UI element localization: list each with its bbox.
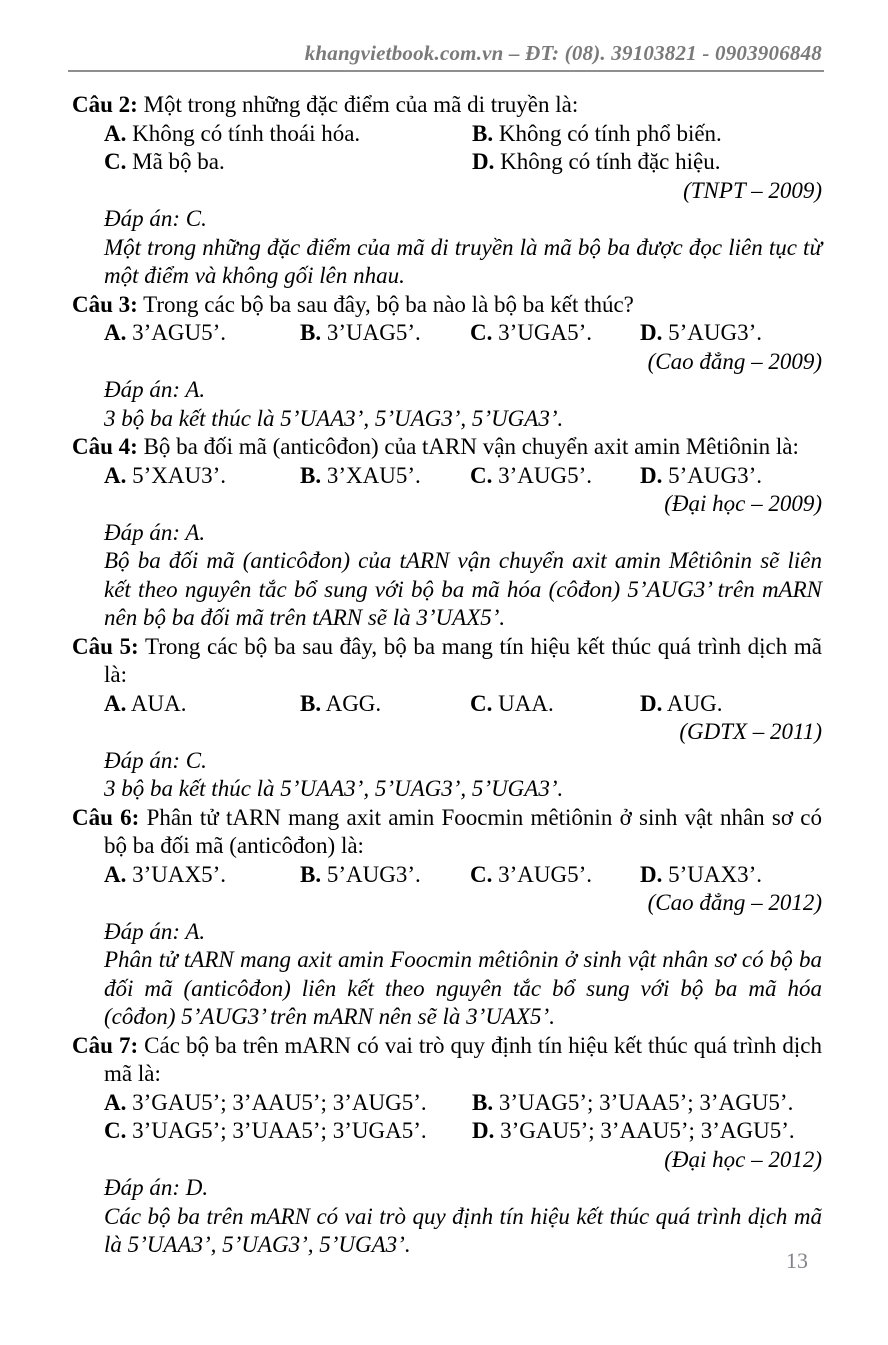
answer-line: Đáp án: A. — [104, 918, 206, 944]
option-text: 3’UAG5’; 3’UAA5’; 3’AGU5’. — [498, 1089, 794, 1115]
options — [104, 319, 822, 348]
option-c — [104, 1117, 472, 1146]
option-a — [104, 120, 472, 149]
explanation: Một trong những đặc điểm của mã di truyền là mã bộ ba được đọc liên tục từ một điểm và không gối lên nhau. — [104, 234, 822, 288]
question-number: Câu 5: — [72, 633, 139, 659]
option-text: 3’AGU5’. — [132, 320, 227, 345]
option-letter: B. — [300, 462, 322, 488]
question-text — [72, 433, 822, 462]
option-c — [104, 148, 472, 177]
option-letter: A. — [104, 690, 127, 716]
question-number: Câu 7: — [72, 1032, 139, 1058]
options — [104, 120, 822, 177]
question-number: Câu 3: — [72, 291, 138, 317]
question-body: Một trong những đặc điểm của mã di truyền là: — [143, 92, 579, 117]
options — [104, 690, 822, 719]
option-a — [104, 690, 300, 719]
option-letter: C. — [470, 690, 493, 716]
options — [104, 1089, 822, 1146]
question-number: Câu 4: — [72, 434, 138, 459]
question-text — [72, 91, 822, 120]
exam-source: (Cao đẳng – 2009) — [647, 348, 822, 374]
option-text: UAA. — [498, 690, 554, 716]
question-text — [72, 291, 822, 320]
option-c — [470, 319, 640, 348]
question-body: Trong các bộ ba sau đây, bộ ba nào là bộ ba kết thúc? — [143, 291, 634, 317]
option-text: Không có tính đặc hiệu. — [500, 149, 721, 174]
option-d — [640, 462, 822, 491]
option-text: 3’GAU5’; 3’AAU5’; 3’AUG5’. — [132, 1089, 427, 1115]
option-letter: D. — [640, 861, 663, 887]
option-letter: D. — [640, 690, 663, 716]
option-letter: B. — [472, 120, 494, 146]
options — [104, 462, 822, 491]
option-a — [104, 319, 300, 348]
option-b — [472, 120, 822, 149]
exam-source: (TNPT – 2009) — [683, 177, 822, 203]
explanation: Các bộ ba trên mARN có vai trò quy định tín hiệu kết thúc quá trình dịch mã là 5’UAA3’, 5’UAG3’, 5’UGA3’. — [104, 1203, 822, 1257]
exam-source: (Đại học – 2012) — [664, 1146, 822, 1172]
option-d — [472, 148, 822, 177]
option-letter: C. — [470, 320, 493, 345]
option-letter: D. — [472, 1118, 495, 1143]
option-text: 5’AUG3’. — [326, 861, 421, 887]
question-body: Phân tử tARN mang axit amin Foocmin mêtiônin ở sinh vật nhân sơ có bộ ba đối mã (anticôđon) là: — [104, 804, 823, 858]
option-letter: C. — [470, 462, 493, 488]
question-body: Bộ ba đối mã (anticôđon) của tARN vận chuyển axit amin Mêtiônin là: — [143, 434, 799, 459]
option-d — [472, 1117, 822, 1146]
option-a — [104, 861, 300, 890]
option-letter: D. — [640, 462, 663, 488]
option-letter: D. — [640, 320, 663, 345]
answer-line: Đáp án: A. — [104, 377, 206, 402]
question-number: Câu 6: — [72, 804, 140, 830]
option-b — [300, 462, 470, 491]
explanation: 3 bộ ba kết thúc là 5’UAA3’, 5’UAG3’, 5’UGA3’. — [104, 776, 564, 801]
option-d — [640, 690, 822, 719]
option-letter: A. — [104, 320, 127, 345]
explanation: Phân tử tARN mang axit amin Foocmin mêtiônin ở sinh vật nhân sơ có bộ ba đối mã (anticôđon) liên kết theo nguyên tắc bổ sung với bộ ba mã hóa (côđon) 5’AUG3’ trên mARN nên sẽ là 3’UAX5’. — [104, 947, 822, 1029]
option-letter: C. — [104, 149, 127, 174]
option-c — [470, 462, 640, 491]
question-block-7 — [72, 1032, 822, 1260]
option-text: 3’XAU5’. — [326, 462, 421, 488]
question-body: Trong các bộ ba sau đây, bộ ba mang tín hiệu kết thúc quá trình dịch mã là: — [104, 633, 822, 687]
option-text: Mã bộ ba. — [132, 149, 225, 174]
option-text: 3’AUG5’. — [498, 462, 593, 488]
option-text: 3’GAU5’; 3’AAU5’; 3’AGU5’. — [500, 1118, 795, 1143]
option-text: Không có tính thoái hóa. — [132, 120, 361, 146]
option-d — [640, 319, 822, 348]
question-block-2 — [72, 91, 822, 291]
option-letter: B. — [300, 861, 322, 887]
option-letter: A. — [104, 120, 127, 146]
page-number: 13 — [786, 1248, 808, 1273]
question-block-6 — [72, 804, 822, 1032]
question-body: Các bộ ba trên mARN có vai trò quy định tín hiệu kết thúc quá trình dịch mã là: — [104, 1032, 823, 1086]
option-letter: D. — [472, 149, 495, 174]
option-letter: B. — [472, 1089, 494, 1115]
option-text: 5’AUG3’. — [668, 462, 763, 488]
option-text: 3’AUG5’. — [498, 861, 593, 887]
option-b — [300, 690, 470, 719]
option-a — [104, 1089, 472, 1118]
option-b — [472, 1089, 822, 1118]
exam-source: (Đại học – 2009) — [664, 491, 822, 516]
question-text — [72, 1032, 822, 1089]
question-number: Câu 2: — [72, 92, 138, 117]
option-a — [104, 462, 300, 491]
option-text: 3’UGA5’. — [498, 320, 593, 345]
options — [104, 861, 822, 890]
option-text: 3’UAG5’. — [326, 320, 421, 345]
header-divider — [68, 70, 824, 72]
option-text: 5’AUG3’. — [668, 320, 763, 345]
question-block-5 — [72, 633, 822, 804]
answer-line: Đáp án: C. — [104, 206, 207, 231]
page-header-site-line: khangvietbook.com.vn – ĐT: (08). 39103821 - 0903906848 — [304, 41, 822, 65]
question-block-3 — [72, 291, 822, 434]
option-letter: C. — [104, 1118, 127, 1143]
exam-source: (GDTX – 2011) — [679, 719, 822, 744]
answer-line: Đáp án: C. — [104, 747, 207, 773]
question-block-4 — [72, 433, 822, 633]
option-text: 5’UAX3’. — [668, 861, 763, 887]
option-text: AGG. — [325, 690, 382, 716]
option-d — [640, 861, 822, 890]
option-text: 3’UAG5’; 3’UAA5’; 3’UGA5’. — [132, 1118, 427, 1143]
option-letter: B. — [300, 320, 322, 345]
option-letter: A. — [104, 1089, 127, 1115]
question-text — [72, 804, 822, 861]
explanation: 3 bộ ba kết thúc là 5’UAA3’, 5’UAG3’, 5’UGA3’. — [104, 405, 564, 431]
answer-line: Đáp án: D. — [104, 1175, 209, 1200]
option-letter: C. — [470, 861, 493, 887]
explanation: Bộ ba đối mã (anticôđon) của tARN vận chuyển axit amin Mêtiônin sẽ liên kết theo nguyên tắc bổ sung với bộ ba mã hóa (côđon) 5’AUG3’ trên mARN nên bộ ba đối mã trên tARN sẽ là 3’UAX5’. — [104, 548, 822, 630]
option-text: AUG. — [666, 690, 723, 716]
option-b — [300, 861, 470, 890]
option-text: 3’UAX5’. — [132, 861, 227, 887]
question-text — [72, 633, 822, 690]
option-letter: B. — [300, 690, 322, 716]
option-text: 5’XAU3’. — [132, 462, 227, 488]
option-b — [300, 319, 470, 348]
exam-source: (Cao đẳng – 2012) — [647, 890, 822, 915]
option-text: Không có tính phổ biến. — [498, 120, 722, 146]
answer-line: Đáp án: A. — [104, 519, 206, 545]
option-letter: A. — [104, 462, 127, 488]
option-c — [470, 861, 640, 890]
option-c — [470, 690, 640, 719]
option-text: AUA. — [130, 690, 187, 716]
option-letter: A. — [104, 861, 127, 887]
document-body — [72, 91, 822, 1260]
